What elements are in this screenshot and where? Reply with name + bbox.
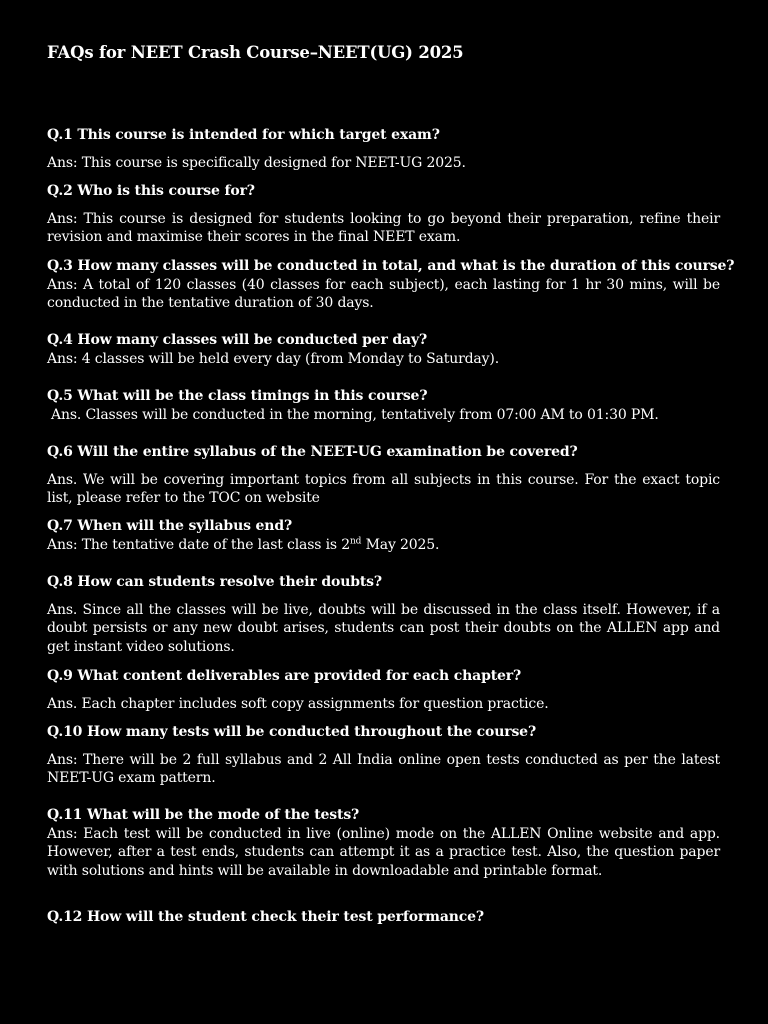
faq-item-3 bbox=[47, 257, 735, 313]
faq-answer: Ans: This course is designed for students looking to go beyond their preparation, refine their revision and maximise their scores in the final NEET exam. bbox=[47, 210, 720, 246]
faq-question: Q.3 How many classes will be conducted in total, and what is the duration of this course? bbox=[47, 258, 735, 274]
faq-item-4 bbox=[47, 331, 720, 368]
faq-item-2 bbox=[47, 182, 720, 247]
answer-text: Ans: The tentative date of the last class is 2 bbox=[47, 536, 351, 553]
faq-answer: Ans. Since all the classes will be live, doubts will be discussed in the class itself. However, if a doubt persists or any new doubt arises, students can post their doubts on the ALLEN app and get instant video solutions. bbox=[47, 601, 720, 655]
faq-answer: Ans. We will be covering important topics from all subjects in this course. For the exact topic list, please refer to the TOC on website bbox=[47, 471, 720, 507]
faq-question: Q.5 What will be the class timings in this course? bbox=[47, 388, 428, 404]
ordinal-suffix: nd bbox=[350, 535, 362, 546]
faq-item-8 bbox=[47, 573, 720, 656]
faq-answer: Ans: A total of 120 classes (40 classes for each subject), each lasting for 1 hr 30 mins, will be conducted in the tentative duration of 30 days. bbox=[47, 276, 720, 312]
faq-item-10 bbox=[47, 723, 720, 788]
faq-item-6 bbox=[47, 443, 720, 508]
faq-item-9 bbox=[47, 667, 720, 713]
faq-item-5 bbox=[47, 387, 720, 424]
faq-answer: Ans: Each test will be conducted in live (online) mode on the ALLEN Online website and app. However, after a test ends, students can attempt it as a practice test. Also, the question paper with solutions and hints will be available in downloadable and printable format. bbox=[47, 825, 720, 879]
faq-question: Q.10 How many tests will be conducted throughout the course? bbox=[47, 724, 536, 740]
faq-question: Q.9 What content deliverables are provided for each chapter? bbox=[47, 668, 522, 684]
faq-answer: Ans: There will be 2 full syllabus and 2 All India online open tests conducted as per the latest NEET-UG exam pattern. bbox=[47, 751, 720, 787]
faq-answer: Ans. Each chapter includes soft copy assignments for question practice. bbox=[47, 695, 549, 712]
faq-item-12 bbox=[47, 908, 720, 927]
faq-answer: Ans. Classes will be conducted in the morning, tentatively from 07:00 AM to 01:30 PM. bbox=[51, 406, 659, 423]
faq-question: Q.4 How many classes will be conducted per day? bbox=[47, 332, 428, 348]
faq-question: Q.1 This course is intended for which target exam? bbox=[47, 127, 440, 143]
faq-item-7 bbox=[47, 517, 720, 554]
faq-question: Q.7 When will the syllabus end? bbox=[47, 518, 293, 534]
faq-question: Q.6 Will the entire syllabus of the NEET-UG examination be covered? bbox=[47, 444, 578, 460]
faq-question: Q.2 Who is this course for? bbox=[47, 183, 255, 199]
faq-answer: Ans: 4 classes will be held every day (from Monday to Saturday). bbox=[47, 350, 499, 367]
faq-answer bbox=[47, 536, 720, 555]
document-title: FAQs for NEET Crash Course–NEET(UG) 2025 bbox=[47, 43, 464, 62]
answer-text: May 2025. bbox=[361, 536, 440, 553]
faq-item-11 bbox=[47, 806, 720, 880]
faq-question: Q.12 How will the student check their test performance? bbox=[47, 909, 484, 925]
faq-item-1 bbox=[47, 126, 720, 172]
faq-question: Q.8 How can students resolve their doubts? bbox=[47, 574, 382, 590]
faq-answer: Ans: This course is specifically designed for NEET-UG 2025. bbox=[47, 154, 466, 171]
faq-question: Q.11 What will be the mode of the tests? bbox=[47, 807, 360, 823]
